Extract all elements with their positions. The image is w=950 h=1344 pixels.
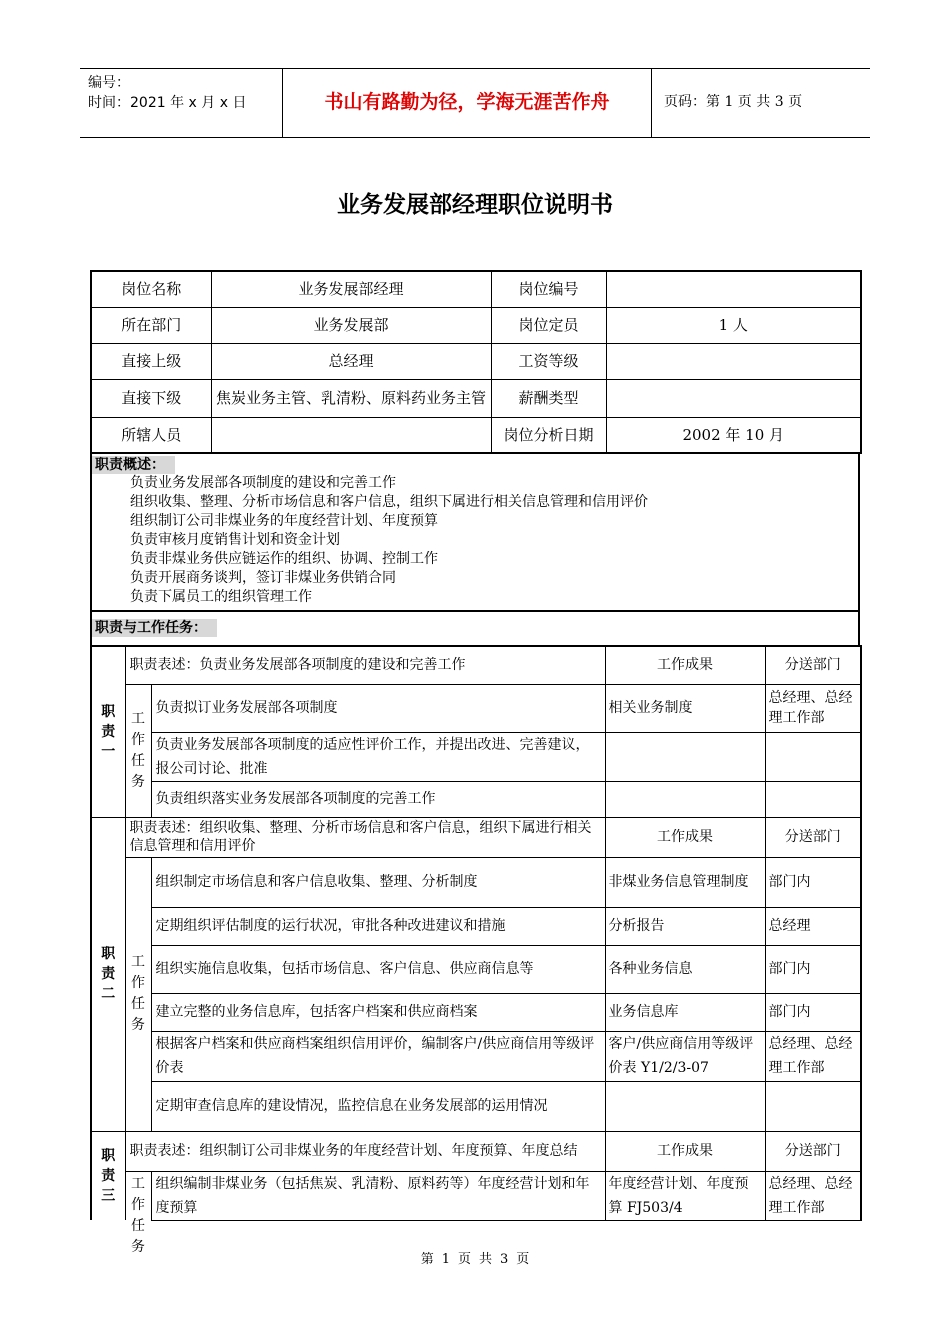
info-value (606, 343, 861, 379)
task-recipient: 总经理、总经理工作部 (765, 1171, 861, 1220)
footer-text: 页 (516, 1252, 530, 1267)
summary-lines (92, 474, 858, 607)
duty-label: 职责二 (91, 817, 125, 1131)
result-header: 工作成果 (605, 817, 765, 857)
footer-page-number: 1 (441, 1252, 450, 1267)
tasks-section (90, 611, 860, 645)
info-label: 薪酬类型 (491, 379, 606, 417)
duty-label: 职责三 (91, 1131, 125, 1220)
header-meta (80, 69, 282, 137)
page-footer (0, 1248, 950, 1267)
info-value (606, 379, 861, 417)
task-result (605, 732, 765, 781)
task-text: 负责业务发展部各项制度的适应性评价工作，并提出改进、完善建议，报公司讨论、批准 (151, 732, 605, 781)
task-result: 各种业务信息 (605, 945, 765, 993)
task-recipient: 部门内 (765, 857, 861, 907)
info-label: 所在部门 (91, 307, 211, 343)
info-value: 总经理 (211, 343, 491, 379)
task-result: 年度经营计划、年度预算 FJ503/4 (605, 1171, 765, 1220)
duty-statement: 职责表述：组织制订公司非煤业务的年度经营计划、年度预算、年度总结 (125, 1131, 605, 1171)
info-label: 工资等级 (491, 343, 606, 379)
summary-line: 负责开展商务谈判，签订非煤业务供销合同 (130, 570, 396, 586)
duty-statement: 职责表述：负责业务发展部各项制度的建设和完善工作 (125, 646, 605, 684)
task-recipient: 总经理、总经理工作部 (765, 1031, 861, 1081)
task-text: 负责拟订业务发展部各项制度 (151, 684, 605, 732)
info-value: 2002 年 10 月 (606, 417, 861, 453)
task-result (605, 1081, 765, 1131)
info-label: 岗位名称 (91, 271, 211, 307)
task-label: 工作任务 (125, 857, 151, 1131)
info-label: 直接上级 (91, 343, 211, 379)
result-header: 工作成果 (605, 646, 765, 684)
task-recipient (765, 781, 861, 817)
info-label: 直接下级 (91, 379, 211, 417)
page-indicator: 页码：第 1 页 共 3 页 (664, 94, 803, 110)
info-label: 所辖人员 (91, 417, 211, 453)
info-value (211, 417, 491, 453)
info-value: 业务发展部经理 (211, 271, 491, 307)
task-text: 定期组织评估制度的运行状况，审批各种改进建议和措施 (151, 907, 605, 945)
task-label: 工作任务 (125, 684, 151, 817)
task-result (605, 781, 765, 817)
task-text: 根据客户档案和供应商档案组织信用评价，编制客户/供应商信用等级评价表 (151, 1031, 605, 1081)
recipient-header: 分送部门 (765, 817, 861, 857)
document-title: 业务发展部经理职位说明书 (337, 192, 613, 218)
task-recipient: 部门内 (765, 993, 861, 1031)
summary-heading: 职责概述： (92, 456, 175, 474)
page-header (80, 68, 870, 138)
task-text: 建立完整的业务信息库，包括客户档案和供应商档案 (151, 993, 605, 1031)
summary-line: 负责非煤业务供应链运作的组织、协调、控制工作 (130, 551, 438, 567)
task-result: 非煤业务信息管理制度 (605, 857, 765, 907)
tasks-heading: 职责与工作任务： (92, 619, 217, 637)
duty-label (91, 646, 125, 817)
info-label: 岗位分析日期 (491, 417, 606, 453)
recipient-header: 分送部门 (765, 1131, 861, 1171)
task-recipient: 总经理、总经理工作部 (765, 684, 861, 732)
result-header: 工作成果 (605, 1131, 765, 1171)
info-value (606, 271, 861, 307)
task-text: 定期审查信息库的建设情况，监控信息在业务发展部的运用情况 (151, 1081, 605, 1131)
summary-line: 负责业务发展部各项制度的建设和完善工作 (130, 475, 396, 491)
duty-label-char: 职责一 (101, 703, 116, 760)
duty-summary (90, 454, 860, 612)
date-label: 时间：2021 年 x 月 x 日 (88, 95, 247, 111)
info-label: 岗位定员 (491, 307, 606, 343)
info-value: 1 人 (606, 307, 861, 343)
footer-text: 页 (457, 1252, 471, 1267)
task-result: 客户/供应商信用等级评价表 Y1/2/3-07 (605, 1031, 765, 1081)
task-recipient (765, 1081, 861, 1131)
task-result: 相关业务制度 (605, 684, 765, 732)
footer-total-pages: 3 (500, 1252, 509, 1267)
motto: 书山有路勤为径，学海无涯苦作舟 (282, 69, 652, 137)
task-text: 负责组织落实业务发展部各项制度的完善工作 (151, 781, 605, 817)
info-value: 焦炭业务主管、乳清粉、原料药业务主管 (211, 379, 491, 417)
footer-text: 第 (420, 1252, 434, 1267)
position-info-table (90, 270, 862, 454)
task-result: 业务信息库 (605, 993, 765, 1031)
task-text: 组织实施信息收集，包括市场信息、客户信息、供应商信息等 (151, 945, 605, 993)
summary-line: 组织制订公司非煤业务的年度经营计划、年度预算 (130, 513, 438, 529)
duty-statement: 职责表述：组织收集、整理、分析市场信息和客户信息，组织下属进行相关信息管理和信用评价 (125, 817, 605, 857)
duties-table (90, 645, 862, 1255)
info-value: 业务发展部 (211, 307, 491, 343)
summary-line: 负责下属员工的组织管理工作 (130, 589, 312, 605)
task-recipient: 总经理 (765, 907, 861, 945)
task-recipient: 部门内 (765, 945, 861, 993)
task-result: 分析报告 (605, 907, 765, 945)
summary-line: 负责审核月度销售计划和资金计划 (130, 532, 340, 548)
footer-text: 共 (479, 1252, 493, 1267)
info-label: 岗位编号 (491, 271, 606, 307)
summary-line: 组织收集、整理、分析市场信息和客户信息，组织下属进行相关信息管理和信用评价 (130, 494, 648, 510)
task-text: 组织制定市场信息和客户信息收集、整理、分析制度 (151, 857, 605, 907)
number-label: 编号： (88, 75, 130, 91)
task-text: 组织编制非煤业务（包括焦炭、乳清粉、原料药等）年度经营计划和年度预算 (151, 1171, 605, 1220)
task-label: 工作任务 (125, 1171, 151, 1220)
recipient-header: 分送部门 (765, 646, 861, 684)
task-recipient (765, 732, 861, 781)
